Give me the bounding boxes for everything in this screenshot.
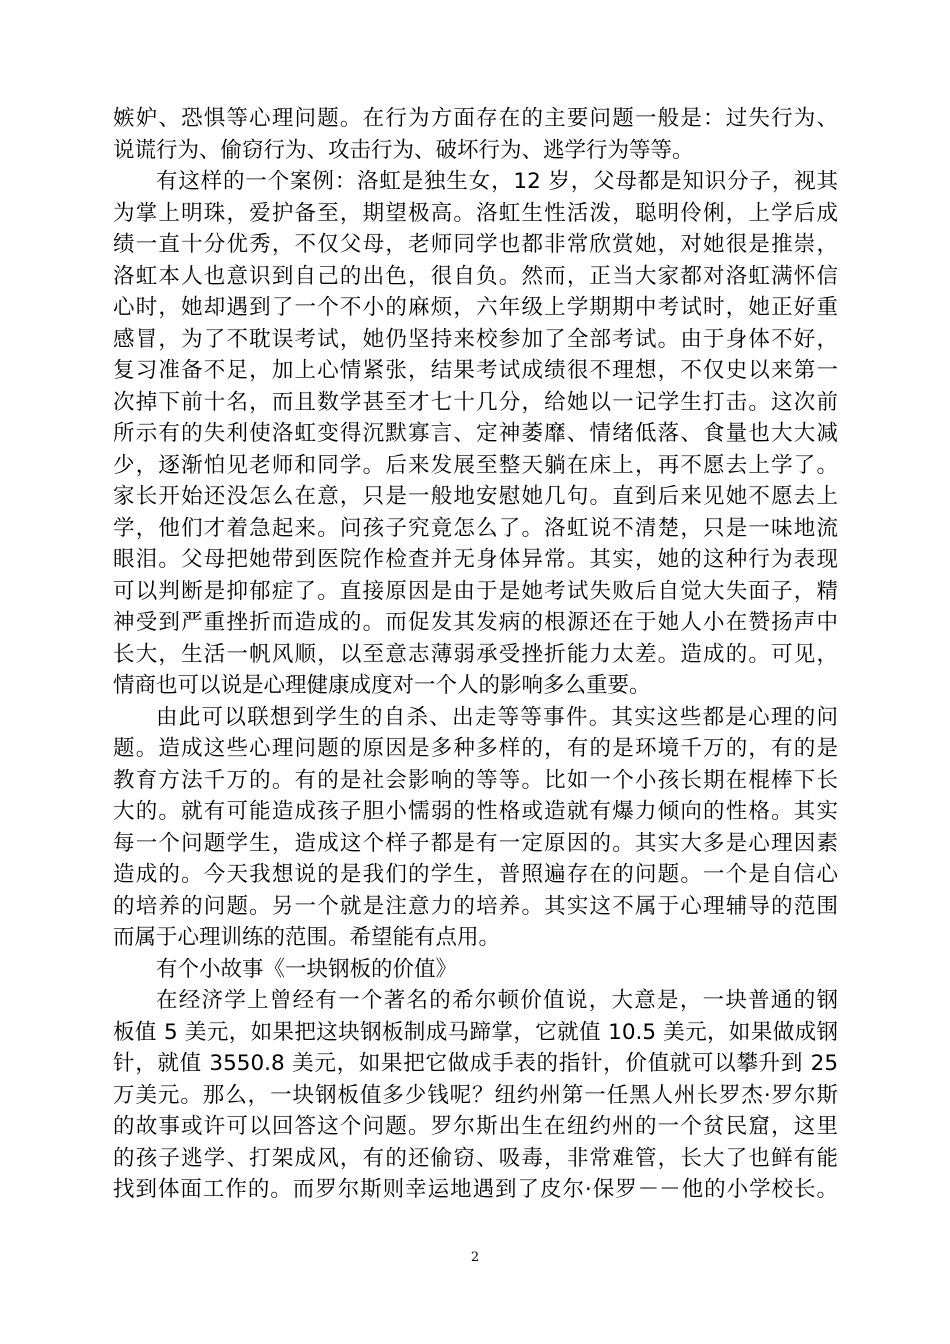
text-line: 眼泪。父母把她带到医院作检查并无身体异常。其实，她的这种行为表现: [113, 547, 838, 572]
text-line: 每一个问题学生，造成这个样子都是有一定原因的。其实大多是心理因素: [113, 830, 838, 856]
text-line: 神受到严重挫折而造成的。而促发其发病的根源还在于她人小在赞扬声中: [113, 610, 838, 635]
text-line: 家长开始还没怎么在意，只是一般地安慰她几句。直到后来见她不愿去上: [113, 484, 838, 509]
text-line: 所示有的失利使洛虹变得沉默寡言、定神萎靡、情绪低落、食量也大大减: [113, 421, 838, 446]
text-line: 在经济学上曾经有一个著名的希尔顿价值说，大意是，一块普通的钢: [156, 988, 838, 1013]
text-line: 复习准备不足，加上心情紧张，结果考试成绩很不理想，不仅史以来第一: [113, 358, 838, 383]
text-line: 可以判断是抑郁症了。直接原因是由于是她考试失败后自觉大失面子，精: [113, 578, 838, 604]
text-line: 有这样的一个案例：洛虹是独生女，12 岁，父母都是知识分子，视其: [156, 169, 838, 194]
text-line: 绩一直十分优秀，不仅父母，老师同学也都非常欣赏她，对她很是推崇，: [113, 232, 838, 257]
text-line: 说谎行为、偷窃行为、攻击行为、破坏行为、逃学行为等等。: [113, 137, 694, 163]
text-line: 教育方法千万的。有的是社会影响的等等。比如一个小孩长期在棍棒下长: [113, 767, 838, 793]
text-line: 题。造成这些心理问题的原因是多种多样的，有的是环境千万的，有的是: [113, 736, 838, 761]
text-line: 万美元。那么，一块钢板值多少钱呢？纽约州第一任黑人州长罗杰·罗尔斯: [113, 1082, 838, 1108]
text-line: 情商也可以说是心理健康成度对一个人的影响多么重要。: [113, 673, 651, 698]
text-line: 心时，她却遇到了一个不小的麻烦，六年级上学期期中考试时，她正好重: [113, 295, 838, 320]
text-line: 大的。就有可能造成孩子胆小懦弱的性格或造就有爆力倾向的性格。其实: [113, 799, 838, 824]
text-line: 找到体面工作的。而罗尔斯则幸运地遇到了皮尔·保罗－－他的小学校长。: [113, 1177, 838, 1202]
text-line: 为掌上明珠，爱护备至，期望极高。洛虹生性活泼，聪明伶俐，上学后成: [113, 200, 838, 226]
text-line: 的培养的问题。另一个就是注意力的培养。其实这不属于心理辅导的范围: [113, 893, 838, 919]
text-line: 学，他们才着急起来。问孩子究竟怎么了。洛虹说不清楚，只是一味地流: [113, 515, 838, 541]
text-line: 的孩子逃学、打架成风，有的还偷窃、吸毒，非常难管，长大了也鲜有能: [113, 1145, 838, 1171]
text-line: 造成的。今天我想说的是我们的学生，普照遍存在的问题。一个是自信心: [113, 862, 838, 887]
text-line: 而属于心理训练的范围。希望能有点用。: [113, 925, 501, 950]
text-line: 嫉妒、恐惧等心理问题。在行为方面存在的主要问题一般是：过失行为、: [113, 106, 838, 131]
text-line: 长大，生活一帆风顺，以至意志薄弱承受挫折能力太差。造成的。可见，: [113, 641, 838, 667]
text-line: 板值 5 美元，如果把这块钢板制成马蹄掌，它就值 10.5 美元，如果做成钢: [113, 1019, 838, 1045]
text-line: 洛虹本人也意识到自己的出色，很自负。然而，正当大家都对洛虹满怀信: [113, 263, 838, 289]
text-line: 感冒，为了不耽误考试，她仍坚持来校参加了全部考试。由于身体不好，: [113, 326, 838, 352]
text-line: 有个小故事《一块钢板的价值》: [156, 956, 458, 982]
text-line: 针，就值 3550.8 美元，如果把它做成手表的指针，价值就可以攀升到 25: [113, 1051, 838, 1076]
text-line: 少，逐渐怕见老师和同学。后来发展至整天躺在床上，再不愿去上学了。: [113, 452, 838, 478]
text-line: 由此可以联想到学生的自杀、出走等等事件。其实这些都是心理的问: [156, 704, 838, 730]
text-line: 次掉下前十名，而且数学甚至才七十几分，给她以一记学生打击。这次前: [113, 389, 838, 415]
page-number: 2: [470, 1250, 480, 1265]
text-line: 的故事或许可以回答这个问题。罗尔斯出生在纽约州的一个贫民窟，这里: [113, 1114, 838, 1139]
body-text: [113, 103, 838, 1206]
